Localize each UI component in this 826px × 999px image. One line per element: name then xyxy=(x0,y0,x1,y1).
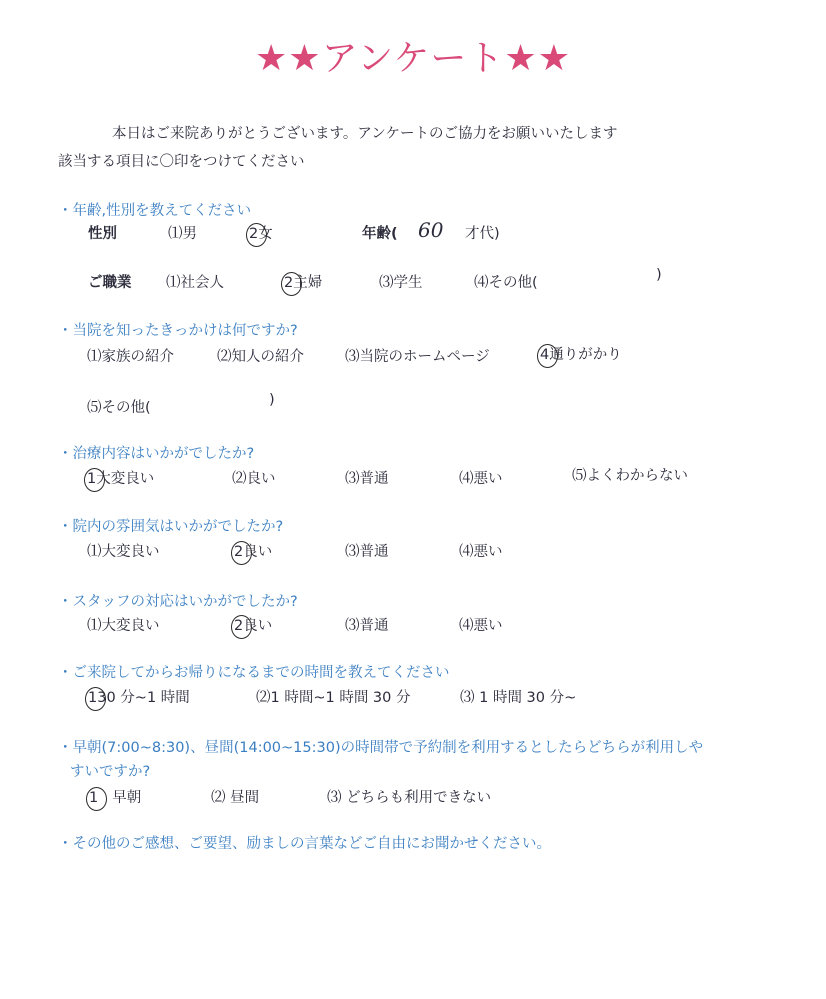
duration-option-60-90: ⑵1 時間~1 時間 30 分 xyxy=(256,690,411,706)
treatment-option-bad: ⑷悪い xyxy=(459,471,503,487)
question-visit-duration: ・ご来院してからお帰りになるまでの時間を教えてください xyxy=(58,665,450,681)
staff-option-bad: ⑷悪い xyxy=(459,618,503,634)
treatment-option-average: ⑶普通 xyxy=(345,471,389,487)
gender-option-male: ⑴男 xyxy=(168,226,197,242)
circled-mark: 2 xyxy=(234,544,244,560)
reservation-option-daytime: ⑵ 昼間 xyxy=(211,790,260,806)
age-label: 年齢( xyxy=(362,226,398,242)
job-option-student: ⑶学生 xyxy=(379,275,423,291)
job-label: ご職業 xyxy=(88,275,132,291)
intro-line-2: 該当する項目に〇印をつけてください xyxy=(58,154,305,170)
found-option-friend: ⑵知人の紹介 xyxy=(217,349,304,365)
treatment-option-good: ⑵良い xyxy=(232,471,276,487)
page-title: ★★アンケート★★ xyxy=(255,38,571,79)
age-value: 60 xyxy=(418,218,444,242)
question-treatment: ・治療内容はいかがでしたか? xyxy=(58,446,255,462)
question-age-gender: ・年齢,性別を教えてください xyxy=(58,203,252,219)
age-suffix: 才代) xyxy=(465,226,500,242)
treatment-option-unsure: ⑸よくわからない xyxy=(572,468,688,484)
found-option-family: ⑴家族の紹介 xyxy=(87,349,174,365)
staff-option-very-good: ⑴大変良い xyxy=(87,618,160,634)
duration-option-30-60: 130 分~1 時間 xyxy=(88,690,190,706)
staff-option-average: ⑶普通 xyxy=(345,618,389,634)
question-reservation-time-line-2: すいですか? xyxy=(70,764,151,780)
question-atmosphere: ・院内の雰囲気はいかがでしたか? xyxy=(58,519,284,535)
question-how-found: ・当院を知ったきっかけは何ですか? xyxy=(58,323,298,339)
circled-mark: 1 xyxy=(89,790,99,806)
circled-mark: 1 xyxy=(87,471,97,487)
found-option-other: ⑸その他( xyxy=(87,400,151,416)
circled-mark: 4 xyxy=(540,347,550,363)
circled-mark: 2 xyxy=(284,275,294,291)
gender-option-female: 2女 xyxy=(249,226,273,242)
found-option-homepage: ⑶当院のホームページ xyxy=(345,349,490,365)
found-option-passing-by: 4通りがかり xyxy=(540,347,622,363)
reservation-option-morning: 1 早朝 xyxy=(89,790,142,806)
job-option-worker: ⑴社会人 xyxy=(166,275,224,291)
question-other-comments: ・その他のご感想、ご要望、励ましの言葉などご自由にお聞かせください。 xyxy=(58,836,551,852)
staff-option-good: 2良い xyxy=(234,618,273,634)
atmosphere-option-very-good: ⑴大変良い xyxy=(87,544,160,560)
duration-option-90-plus: ⑶ 1 時間 30 分~ xyxy=(460,690,577,706)
atmosphere-option-good: 2良い xyxy=(234,544,273,560)
job-option-housewife: 2主婦 xyxy=(284,275,323,291)
atmosphere-option-bad: ⑷悪い xyxy=(459,544,503,560)
question-staff: ・スタッフの対応はいかがでしたか? xyxy=(58,594,298,610)
circled-mark: 2 xyxy=(249,226,259,242)
gender-label: 性別 xyxy=(88,226,117,242)
atmosphere-option-average: ⑶普通 xyxy=(345,544,389,560)
found-other-close: ) xyxy=(269,392,275,408)
treatment-option-very-good: 1大変良い xyxy=(87,471,155,487)
intro-line-1: 本日はご来院ありがとうございます。アンケートのご協力をお願いいたします xyxy=(112,126,618,142)
job-other-close: ) xyxy=(656,267,662,283)
circled-mark: 1 xyxy=(88,690,98,706)
circled-mark: 2 xyxy=(234,618,244,634)
reservation-option-neither: ⑶ どちらも利用できない xyxy=(327,790,492,806)
question-reservation-time-line-1: ・早朝(7:00~8:30)、昼間(14:00~15:30)の時間帯で予約制を利用するとしたらどちらが利用しや xyxy=(58,740,704,756)
job-option-other: ⑷その他( xyxy=(474,275,538,291)
